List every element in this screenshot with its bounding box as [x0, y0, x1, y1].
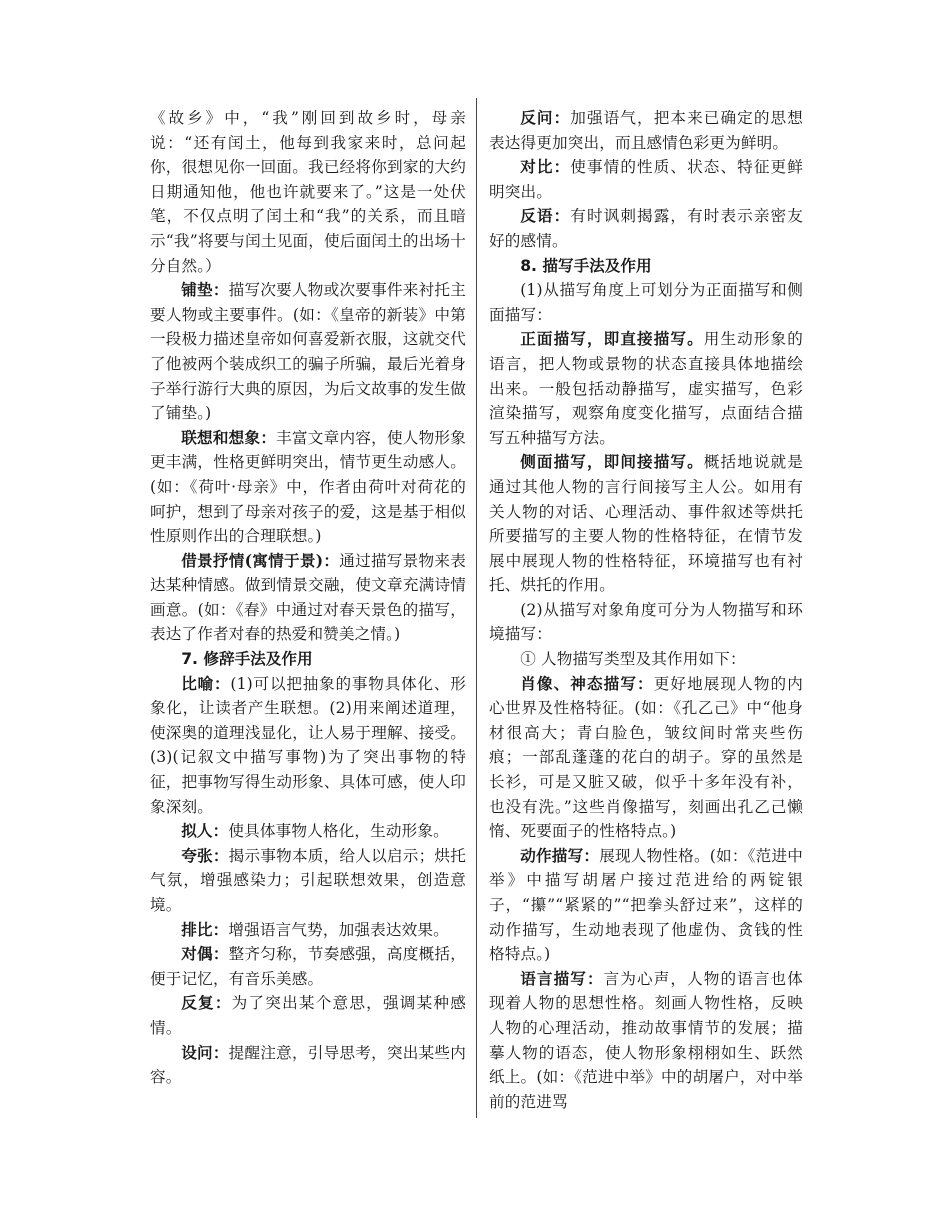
paragraph — [489, 598, 803, 647]
paragraph-text: 《故乡》中，“我”刚回到故乡时，母亲说：“还有闰土，他每到我家来时，总问起你，很想见你一回面。我已经将你到家的大约日期通知他，他也许就要来了。”这是一处伏笔，不仅点明了闰土和“我”的关系，而且暗示“我”将要与闰土见面，使后面闰土的出场十分自然。） — [150, 109, 466, 275]
term-label: 比喻： — [181, 673, 231, 693]
paragraph-text: 描写次要人物或次要事件来衬托主要人物或主要事件。(如：《皇帝的新装》中第一段极力描述皇帝如何喜爱新衣服，这就交代了他被两个装成织工的骗子所骗，最后光着身子举行游行大典的原因，为后文故事的发生做了铺垫。) — [150, 281, 466, 423]
term-label: 借景抒情(寓情于景)： — [181, 550, 340, 570]
term-label: 反复： — [181, 993, 232, 1013]
term-label: 肖像、神态描写： — [520, 673, 654, 693]
paragraph-text: 更好地展现人物的内心世界及性格特征。(如：《孔乙己》中“他身材很高大；青白脸色，皱纹间时常夹些伤痕；一部乱蓬蓬的花白的胡子。穿的虽然是长衫，可是又脏又破，似乎十多年没有补，也没有洗。”这些肖像描写，刻画出孔乙己懒惰、死要面子的性格特点。) — [489, 674, 803, 841]
paragraph — [489, 327, 803, 450]
column-divider — [476, 98, 477, 1118]
paragraph-text: 提醒注意，引导思考，突出某些内容。 — [150, 1043, 466, 1087]
term-label: 拟人： — [181, 821, 229, 841]
paragraph — [489, 106, 803, 155]
paragraph-text: 有时讽刺揭露，有时表示亲密友好的感情。 — [489, 207, 803, 250]
paragraph — [489, 155, 803, 204]
term-label: 铺垫： — [181, 280, 229, 300]
paragraph-text: 使具体事物人格化，生动形象。 — [228, 822, 449, 841]
paragraph — [150, 942, 466, 991]
term-label: 侧面描写，即间接描写。 — [520, 452, 704, 472]
paragraph-text: 用生动形象的语言，把人物或景物的状态直接具体地描绘出来。一般包括动静描写，虚实描写，色彩渲染描写，观察角度变化描写，点面结合描写五种描写方法。 — [489, 330, 803, 447]
term-label: 夸张： — [181, 845, 229, 865]
paragraph — [150, 278, 466, 426]
paragraph-text: 整齐匀称，节奏感强，高度概括，便于记忆，有音乐美感。 — [150, 945, 466, 988]
paragraph — [150, 991, 466, 1040]
section-heading: 8. 描写手法及作用 — [520, 256, 652, 275]
right-column — [489, 106, 803, 1114]
term-label: 正面描写，即直接描写。 — [520, 329, 704, 349]
paragraph — [489, 967, 803, 1115]
paragraph — [150, 426, 466, 549]
paragraph-text: 通过描写景物来表达某种情感。做到情景交融，使文章充满诗情画意。(如：《春》中通过对春天景色的描写，表达了作者对春的热爱和赞美之情。) — [150, 551, 466, 644]
paragraph-text: 概括地说就是通过其他人物的言行间接写主人公。如用有关人物的对话、心理活动、事件叙述等烘托所要描写的主要人物的性格特征，在情节发展中展现人物的性格特征，环境描写也有衬托、烘托的作用。 — [489, 453, 803, 595]
paragraph — [489, 278, 803, 327]
paragraph — [150, 549, 466, 647]
paragraph — [150, 819, 466, 844]
paragraph-text: 加强语气，把本来已确定的思想表达得更加突出，而且感情色彩更为鲜明。 — [489, 109, 803, 152]
paragraph-text: 增强语言气势，加强表达效果。 — [228, 920, 449, 939]
paragraph-text: 言为心声，人物的语言也体现着人物的思想性格。刻画人物性格，反映人物的心理活动，推动故事情节的发展；描摹人物的语态，使人物形象栩栩如生、跃然纸上。(如：《范进中举》中的胡屠户，对中举前的范进骂 — [489, 969, 803, 1111]
paragraph-text: 为了突出某个意思，强调某种感情。 — [150, 994, 466, 1037]
paragraph-text: 丰富文章内容，使人物形象更丰满，性格更鲜明突出，情节更生动感人。(如：《荷叶·母亲》中，作者由荷叶对荷花的呵护，想到了母亲对孩子的爱，这是基于相似性原则作出的合理联想。) — [150, 428, 466, 546]
paragraph — [150, 106, 466, 278]
term-label: 语言描写： — [520, 968, 604, 988]
paragraph-text: (1)可以把抽象的事物具体化、形象化，让读者产生联想。(2)用来阐述道理，使深奥的道理浅显化，让人易于理解、接受。(3)(记叙文中描写事物)为了突出事物的特征，把事物写得生动形象、具体可感，使人印象深刻。 — [150, 674, 466, 816]
paragraph-text: 揭示事物本质，给人以启示；烘托气氛，增强感染力；引起联想效果，创造意境。 — [150, 846, 466, 914]
term-label: 排比： — [181, 919, 229, 939]
term-label: 对比： — [520, 157, 571, 177]
paragraph-text: 使事情的性质、状态、特征更鲜明突出。 — [489, 158, 803, 201]
paragraph — [489, 672, 803, 844]
term-label: 反问： — [520, 108, 571, 127]
left-column — [150, 106, 466, 1090]
paragraph — [489, 450, 803, 598]
paragraph — [150, 672, 466, 820]
paragraph — [150, 918, 466, 943]
term-label: 对偶： — [181, 944, 229, 964]
paragraph — [150, 1041, 466, 1090]
term-label: 联想和想象： — [181, 427, 277, 447]
paragraph — [489, 204, 803, 253]
section-heading: 7. 修辞手法及作用 — [181, 650, 313, 669]
paragraph — [489, 647, 803, 672]
paragraph-text: (1)从描写角度上可划分为正面描写和侧面描写： — [489, 281, 803, 324]
paragraph — [489, 844, 803, 967]
term-label: 设问： — [181, 1042, 229, 1062]
paragraph — [150, 844, 466, 918]
term-label: 动作描写： — [520, 845, 600, 865]
paragraph-text: 展现人物性格。(如：《范进中举》中描写胡屠户接过范进给的两锭银子，“攥”“紧紧的”“把拳头舒过来”，这样的动作描写，生动地表现了他虚伪、贪钱的性格特点。) — [489, 846, 803, 964]
term-label: 反语： — [520, 206, 571, 226]
paragraph-text: (2)从描写对象角度可分为人物描写和环境描写： — [489, 600, 803, 644]
paragraph-text: ① 人物描写类型及其作用如下： — [520, 650, 746, 669]
